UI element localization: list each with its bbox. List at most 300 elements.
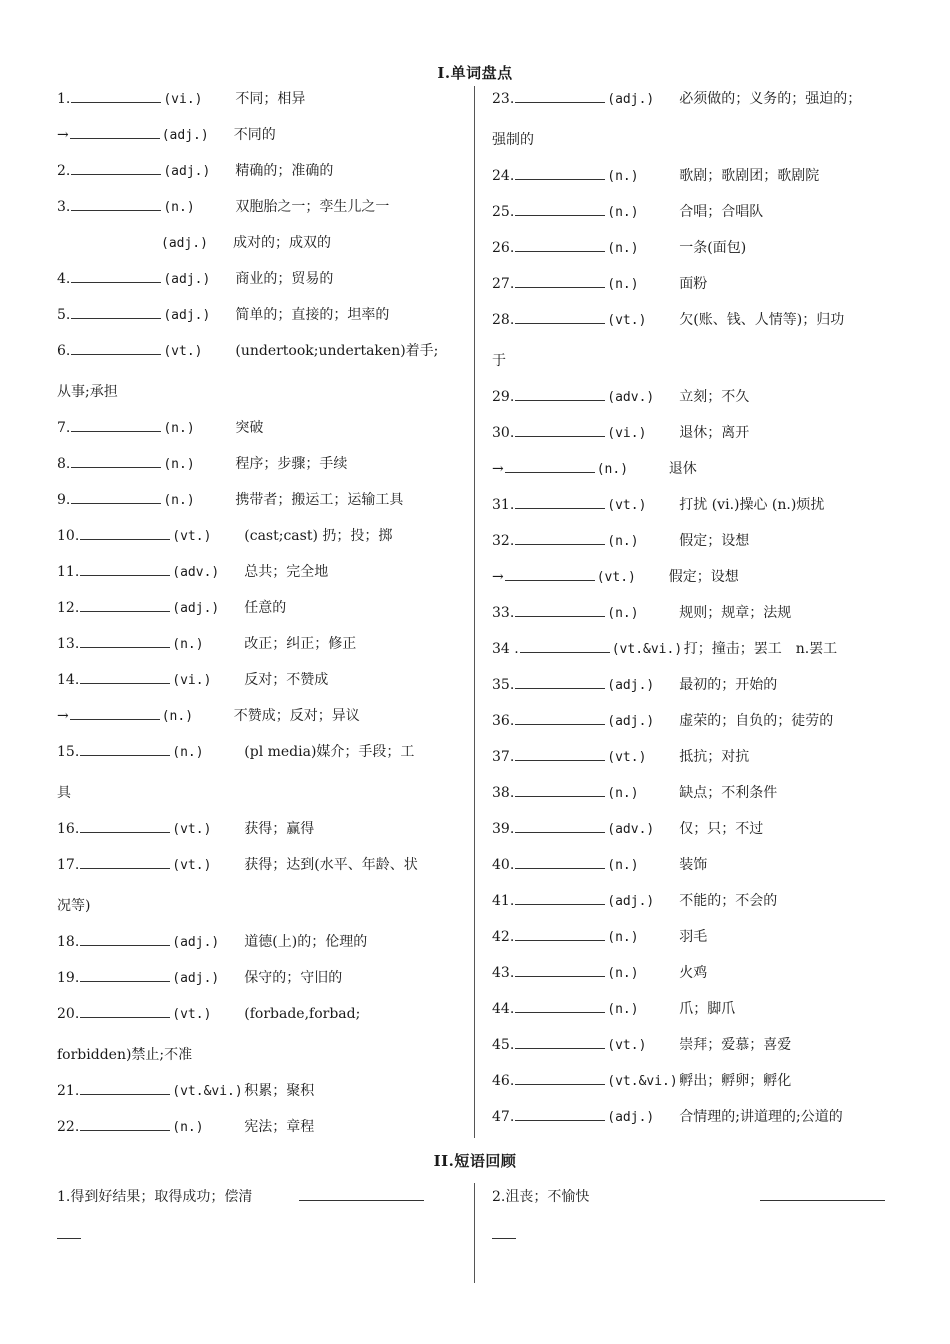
word-meaning: (cast;cast) 扔；投；掷 — [244, 528, 393, 544]
word-meaning: 装饰 — [679, 857, 708, 873]
word-meaning: 获得；达到(水平、年龄、状 — [244, 857, 418, 873]
entry-number: 31. — [492, 497, 515, 513]
section-title-phrases: II.短语回顾 — [433, 1152, 517, 1170]
entry-number: → — [492, 569, 504, 585]
answer-blank[interactable] — [515, 926, 605, 941]
part-of-speech: (vt.) — [607, 750, 647, 765]
phrase-answer-blank-cont[interactable] — [492, 1238, 516, 1239]
word-entry-line — [57, 86, 457, 122]
answer-blank[interactable] — [80, 561, 170, 576]
part-of-speech: (adj.) — [163, 272, 211, 287]
word-entry — [492, 528, 892, 564]
word-meaning: 简单的；直接的；坦率的 — [235, 307, 390, 323]
word-entry — [57, 1078, 457, 1114]
word-entry-line — [492, 780, 892, 816]
word-entry-line — [492, 1104, 892, 1140]
word-meaning: 歌剧；歌剧团；歌剧院 — [679, 168, 820, 184]
entry-number: → — [57, 127, 69, 143]
word-meaning: (forbade,forbad; — [244, 1006, 361, 1022]
part-of-speech: (n.) — [607, 205, 639, 220]
word-entry — [492, 852, 892, 888]
answer-blank[interactable] — [515, 998, 605, 1013]
part-of-speech: (vt.) — [607, 313, 647, 328]
word-entry — [57, 929, 457, 965]
answer-blank[interactable] — [515, 386, 605, 401]
word-entry — [492, 672, 892, 708]
part-of-speech: (vt.) — [172, 858, 212, 873]
part-of-speech: (vi.) — [172, 673, 212, 688]
word-meaning: 携带者；搬运工；运输工具 — [235, 492, 404, 508]
word-meaning: 程序；步骤；手续 — [235, 456, 348, 472]
word-meaning: 不同；相异 — [235, 91, 306, 107]
part-of-speech: (adj.) — [172, 935, 220, 950]
part-of-speech: (n.) — [607, 1002, 639, 1017]
word-meaning: 退休 — [668, 461, 697, 477]
entry-number: 47. — [492, 1109, 515, 1125]
entry-number: 4. — [57, 271, 71, 287]
word-meaning: 欠(账、钱、人情等)；归功 — [679, 312, 845, 328]
word-meaning: 突破 — [235, 420, 264, 436]
part-of-speech: (n.) — [163, 421, 195, 436]
phrase-text: 1.得到好结果；取得成功；偿清 — [57, 1189, 253, 1205]
entry-number: 30. — [492, 425, 515, 441]
word-entry — [492, 86, 892, 163]
word-meaning: 火鸡 — [679, 965, 708, 981]
part-of-speech: (n.) — [607, 966, 639, 981]
answer-blank[interactable] — [80, 818, 170, 833]
word-entry-line — [492, 996, 892, 1032]
word-entry-line — [492, 960, 892, 996]
part-of-speech: (n.) — [607, 858, 639, 873]
word-entry — [57, 194, 457, 230]
part-of-speech: (vt.) — [607, 498, 647, 513]
answer-blank[interactable] — [515, 494, 605, 509]
entry-number: 1. — [57, 91, 71, 107]
word-entry-line — [57, 523, 457, 559]
part-of-speech: (n.) — [607, 534, 639, 549]
answer-blank[interactable] — [515, 818, 605, 833]
answer-blank[interactable] — [515, 273, 605, 288]
word-meaning: 双胞胎之一；孪生儿之一 — [235, 199, 390, 215]
answer-blank[interactable] — [515, 1070, 605, 1085]
entry-number: 3. — [57, 199, 71, 215]
phrase-answer-blank-cont[interactable] — [57, 1238, 81, 1239]
word-entry-line — [492, 852, 892, 888]
word-meaning: 羽毛 — [679, 929, 708, 945]
answer-blank[interactable] — [515, 1034, 605, 1049]
word-entry — [492, 780, 892, 816]
word-meaning: 反对；不赞成 — [244, 672, 329, 688]
part-of-speech: (n.) — [596, 462, 629, 477]
word-entry — [492, 420, 892, 456]
part-of-speech: (adj.) — [161, 236, 208, 251]
word-entry-line — [492, 744, 892, 780]
answer-blank[interactable] — [71, 304, 161, 319]
part-of-speech: (n.) — [607, 241, 639, 256]
word-entry — [57, 338, 457, 415]
answer-blank[interactable] — [515, 422, 605, 437]
word-entry-line — [57, 852, 457, 893]
word-entry — [492, 271, 892, 307]
word-entry — [57, 1114, 457, 1150]
word-entry-line — [57, 631, 457, 667]
entry-number: 36. — [492, 713, 515, 729]
entry-number: 25. — [492, 204, 515, 220]
word-meaning: 退休；离开 — [679, 425, 750, 441]
answer-blank[interactable] — [515, 674, 605, 689]
answer-blank[interactable] — [71, 453, 161, 468]
entry-number: 21. — [57, 1083, 80, 1099]
entry-number: 18. — [57, 934, 80, 950]
answer-blank[interactable] — [70, 124, 160, 139]
phrase-answer-blank[interactable] — [299, 1186, 424, 1201]
word-entry — [57, 1001, 457, 1078]
word-meaning: (undertook;undertaken)着手; — [235, 343, 439, 359]
part-of-speech: (vt.) — [163, 344, 203, 359]
answer-blank[interactable] — [515, 237, 605, 252]
part-of-speech: (n.) — [161, 709, 194, 724]
answer-blank[interactable] — [515, 88, 605, 103]
word-entry — [57, 852, 457, 929]
word-entry — [492, 924, 892, 960]
word-entry — [492, 456, 892, 492]
word-entry-line — [492, 924, 892, 960]
word-meaning: 抵抗；对抗 — [679, 749, 750, 765]
part-of-speech: (adj.) — [607, 894, 655, 909]
word-entry-line — [57, 965, 457, 1001]
word-entry — [492, 960, 892, 996]
answer-blank[interactable] — [515, 165, 605, 180]
word-meaning: 成对的；成双的 — [233, 235, 331, 251]
word-entry-line — [492, 235, 892, 271]
entry-number: 39. — [492, 821, 515, 837]
word-entry — [492, 235, 892, 271]
entry-number: 5. — [57, 307, 71, 323]
word-entry-line — [492, 636, 892, 672]
word-entry — [57, 487, 457, 523]
word-entry — [492, 996, 892, 1032]
entry-number: 26. — [492, 240, 515, 256]
word-entry — [57, 595, 457, 631]
answer-blank[interactable] — [80, 931, 170, 946]
word-entry-line — [492, 271, 892, 307]
entry-number: 37. — [492, 749, 515, 765]
entry-number: 14. — [57, 672, 80, 688]
word-entry-line — [492, 708, 892, 744]
word-meaning: 商业的；贸易的 — [235, 271, 334, 287]
word-meaning: 获得；赢得 — [244, 821, 315, 837]
entry-number: 38. — [492, 785, 515, 801]
entry-number: 34 . — [492, 641, 519, 657]
word-entry — [57, 302, 457, 338]
part-of-speech: (vt.) — [172, 529, 212, 544]
part-of-speech: (n.) — [607, 930, 639, 945]
entry-number: 29. — [492, 389, 515, 405]
answer-blank[interactable] — [71, 88, 161, 103]
word-entry — [492, 1068, 892, 1104]
word-meaning-continued: 从事;承担 — [57, 384, 118, 400]
word-entry-line — [57, 929, 457, 965]
answer-blank[interactable] — [515, 854, 605, 869]
part-of-speech: (vi.) — [163, 92, 203, 107]
word-meaning: 虚荣的；自负的；徒劳的 — [679, 713, 834, 729]
answer-blank[interactable] — [80, 597, 170, 612]
word-entry-line — [57, 1114, 457, 1150]
part-of-speech: (n.) — [607, 169, 639, 184]
part-of-speech: (adj.) — [161, 128, 209, 143]
word-entry-line — [492, 307, 892, 348]
entry-number: 27. — [492, 276, 515, 292]
word-entry — [492, 564, 892, 600]
phrase-item-1 — [57, 1186, 457, 1206]
column-divider — [474, 86, 475, 1138]
word-entry-line — [57, 122, 457, 158]
entry-number: 33. — [492, 605, 515, 621]
part-of-speech: (n.) — [172, 637, 204, 652]
word-meaning: 打扰 (vi.)操心 (n.)烦扰 — [679, 497, 825, 513]
part-of-speech: (adv.) — [607, 390, 655, 405]
word-meaning: 崇拜；爱慕；喜爱 — [679, 1037, 792, 1053]
entry-number: 28. — [492, 312, 515, 328]
part-of-speech: (n.) — [607, 606, 639, 621]
word-entry-line — [492, 672, 892, 708]
word-entry — [57, 816, 457, 852]
answer-blank[interactable] — [515, 1106, 605, 1121]
word-entry-line — [57, 415, 457, 451]
word-entry-line — [57, 266, 457, 302]
word-list-left — [57, 86, 457, 1150]
answer-blank[interactable] — [515, 530, 605, 545]
entry-number: 42. — [492, 929, 515, 945]
word-entry — [57, 230, 457, 266]
part-of-speech: (n.) — [607, 277, 639, 292]
word-entry-line — [492, 888, 892, 924]
word-meaning-continued: forbidden)禁止;不准 — [57, 1047, 193, 1063]
word-meaning-continued: 强制的 — [492, 132, 534, 148]
entry-number: 23. — [492, 91, 515, 107]
word-entry-line — [492, 564, 892, 600]
entry-number: 44. — [492, 1001, 515, 1017]
word-entry-line — [492, 420, 892, 456]
answer-blank[interactable] — [505, 566, 595, 581]
word-meaning: 立刻；不久 — [679, 389, 750, 405]
word-entry — [492, 1032, 892, 1068]
entry-number: 19. — [57, 970, 80, 986]
part-of-speech: (vt.) — [172, 1007, 212, 1022]
part-of-speech: (n.) — [163, 493, 195, 508]
part-of-speech: (vt.&vi.) — [607, 1074, 678, 1089]
word-meaning: 假定；设想 — [679, 533, 750, 549]
word-entry — [57, 667, 457, 703]
part-of-speech: (n.) — [163, 457, 195, 472]
part-of-speech: (vt.) — [607, 1038, 647, 1053]
answer-blank[interactable] — [515, 309, 605, 324]
word-entry-line — [57, 194, 457, 230]
part-of-speech: (n.) — [163, 200, 195, 215]
part-of-speech: (vt.&vi.) — [172, 1084, 243, 1099]
entry-number: 43. — [492, 965, 515, 981]
answer-blank[interactable] — [80, 741, 170, 756]
entry-number: 7. — [57, 420, 71, 436]
entry-number: 22. — [57, 1119, 80, 1135]
word-entry-line — [57, 816, 457, 852]
word-meaning: 积累；聚积 — [244, 1083, 315, 1099]
word-entry-line — [57, 1078, 457, 1114]
entry-number: 15. — [57, 744, 80, 760]
word-entry — [492, 600, 892, 636]
word-entry — [57, 559, 457, 595]
answer-blank[interactable] — [80, 967, 170, 982]
answer-blank[interactable] — [505, 458, 595, 473]
entry-number: 24. — [492, 168, 515, 184]
part-of-speech: (adj.) — [172, 971, 220, 986]
phrase-answer-blank[interactable] — [760, 1186, 885, 1201]
word-meaning: 精确的；准确的 — [235, 163, 334, 179]
word-meaning: 宪法；章程 — [244, 1119, 315, 1135]
word-meaning: 不赞成；反对；异议 — [233, 708, 360, 724]
word-meaning-continued: 于 — [492, 353, 506, 369]
part-of-speech: (vt.&vi.) — [611, 642, 683, 657]
word-meaning: 规则；规章；法规 — [679, 605, 792, 621]
word-entry-line — [57, 1001, 457, 1042]
word-entry — [492, 816, 892, 852]
entry-number: → — [57, 708, 69, 724]
word-meaning: 打；撞击；罢工 n.罢工 — [683, 641, 838, 657]
part-of-speech: (vt.) — [596, 570, 636, 585]
part-of-speech: (n.) — [172, 1120, 204, 1135]
word-meaning: 合唱；合唱队 — [679, 204, 764, 220]
word-entry — [492, 307, 892, 384]
word-entry-line — [492, 816, 892, 852]
answer-blank[interactable] — [515, 890, 605, 905]
word-list-right — [492, 86, 892, 1140]
part-of-speech: (adj.) — [607, 714, 655, 729]
part-of-speech: (adj.) — [172, 601, 220, 616]
word-entry-line — [492, 384, 892, 420]
answer-blank[interactable] — [515, 201, 605, 216]
word-entry-line — [57, 302, 457, 338]
answer-blank[interactable] — [71, 417, 161, 432]
answer-blank[interactable] — [80, 1080, 170, 1095]
answer-blank[interactable] — [515, 746, 605, 761]
part-of-speech: (adj.) — [163, 308, 211, 323]
answer-blank[interactable] — [515, 962, 605, 977]
phrase-text: 2.沮丧；不愉快 — [492, 1189, 590, 1205]
word-entry-line — [57, 158, 457, 194]
answer-blank[interactable] — [80, 525, 170, 540]
answer-blank[interactable] — [80, 854, 170, 869]
answer-blank[interactable] — [71, 160, 161, 175]
answer-blank[interactable] — [80, 1116, 170, 1131]
word-entry — [57, 122, 457, 158]
answer-blank[interactable] — [80, 669, 170, 684]
phrase-column-divider — [474, 1183, 475, 1283]
word-meaning-continued: 具 — [57, 785, 71, 801]
word-entry — [57, 266, 457, 302]
word-meaning: (pl media)媒介；手段；工 — [244, 744, 415, 760]
entry-number: 11. — [57, 564, 80, 580]
part-of-speech: (adj.) — [163, 164, 211, 179]
word-entry-line — [492, 86, 892, 127]
entry-number: 2. — [57, 163, 71, 179]
word-entry-line — [492, 1068, 892, 1104]
word-entry — [492, 888, 892, 924]
word-meaning: 必须做的；义务的；强迫的； — [679, 91, 862, 107]
word-meaning: 仅；只；不过 — [679, 821, 764, 837]
word-entry-line — [492, 492, 892, 528]
word-meaning: 道德(上)的；伦理的 — [244, 934, 368, 950]
entry-number: 40. — [492, 857, 515, 873]
word-meaning: 缺点；不利条件 — [679, 785, 778, 801]
word-meaning: 一条(面包) — [679, 240, 747, 256]
word-entry — [57, 86, 457, 122]
part-of-speech: (adv.) — [172, 565, 220, 580]
entry-number: 10. — [57, 528, 80, 544]
entry-number: 6. — [57, 343, 71, 359]
entry-number: 20. — [57, 1006, 80, 1022]
answer-blank[interactable] — [80, 633, 170, 648]
answer-blank[interactable] — [515, 782, 605, 797]
word-entry — [492, 199, 892, 235]
answer-blank[interactable] — [71, 268, 161, 283]
part-of-speech: (adv.) — [607, 822, 655, 837]
word-entry-line — [57, 739, 457, 780]
word-meaning: 假定；设想 — [668, 569, 739, 585]
answer-blank[interactable] — [515, 602, 605, 617]
answer-blank[interactable] — [515, 710, 605, 725]
word-entry-line — [492, 456, 892, 492]
entry-number: 46. — [492, 1073, 515, 1089]
answer-blank[interactable] — [71, 340, 161, 355]
word-entry — [57, 631, 457, 667]
entry-number: 45. — [492, 1037, 515, 1053]
word-entry-line — [57, 703, 457, 739]
word-entry — [57, 451, 457, 487]
word-entry-line — [57, 338, 457, 379]
word-meaning: 不同的 — [233, 127, 276, 143]
part-of-speech: (adj.) — [607, 678, 655, 693]
word-meaning: 面粉 — [679, 276, 708, 292]
entry-number: 16. — [57, 821, 80, 837]
word-entry — [492, 744, 892, 780]
entry-number: 35. — [492, 677, 515, 693]
word-entry — [492, 636, 892, 672]
word-meaning: 合情理的;讲道理的;公道的 — [679, 1109, 843, 1125]
word-meaning: 任意的 — [244, 600, 287, 616]
entry-number: 9. — [57, 492, 71, 508]
word-meaning: 最初的；开始的 — [679, 677, 778, 693]
answer-blank[interactable] — [70, 705, 160, 720]
word-entry-line — [57, 230, 457, 266]
word-entry-line — [57, 667, 457, 703]
word-entry — [57, 415, 457, 451]
word-meaning: 总共；完全地 — [244, 564, 329, 580]
part-of-speech: (vi.) — [607, 426, 647, 441]
word-entry-line — [492, 163, 892, 199]
answer-blank[interactable] — [520, 638, 610, 653]
answer-blank[interactable] — [80, 1003, 170, 1018]
word-entry-line — [492, 600, 892, 636]
word-entry — [492, 163, 892, 199]
part-of-speech: (adj.) — [607, 1110, 655, 1125]
word-meaning: 爪；脚爪 — [679, 1001, 736, 1017]
word-meaning: 孵出；孵卵；孵化 — [679, 1073, 792, 1089]
answer-blank[interactable] — [71, 196, 161, 211]
word-meaning-continued: 况等) — [57, 898, 91, 914]
word-entry-line — [492, 1032, 892, 1068]
word-entry-line — [57, 559, 457, 595]
answer-blank[interactable] — [71, 489, 161, 504]
